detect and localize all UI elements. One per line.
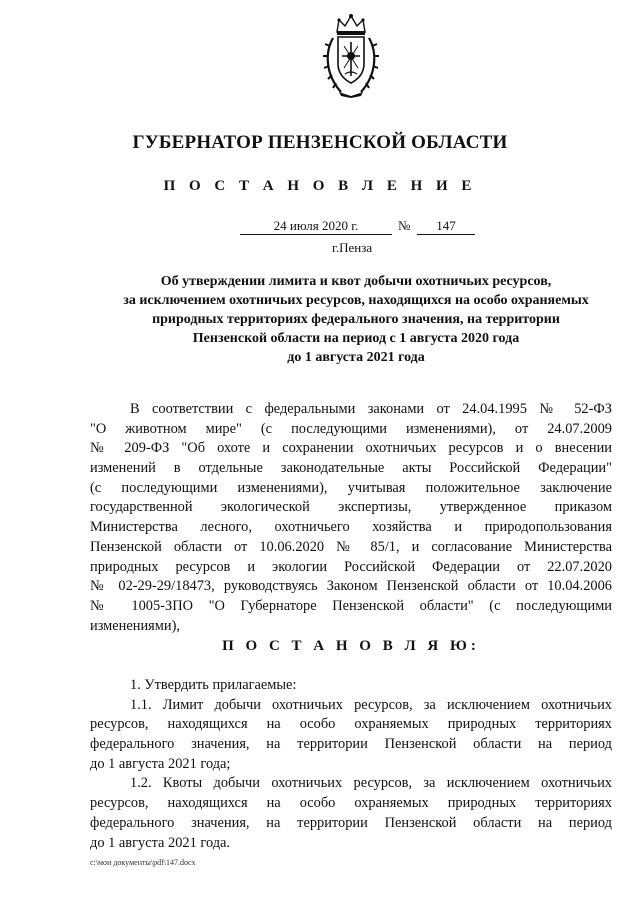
preamble-line: Пензенской области от 10.06.2020 № 85/1, и согласование Министерства: [90, 538, 612, 555]
file-path-footer: c:\мои документы\pdf\147.docx: [90, 858, 196, 867]
item-line: 1.1. Лимит добычи охотничьих ресурсов, за исключением охотничьих: [130, 696, 612, 713]
coat-of-arms-icon: [323, 12, 379, 98]
preamble-paragraph: [90, 400, 612, 636]
preamble-line: государственной экологической экспертизы, утвержденное приказом: [90, 499, 612, 516]
item-line: ресурсов, находящихся на особо охраняемых природных территориях: [90, 795, 612, 812]
document-title: [90, 272, 622, 367]
resolution-items: [90, 676, 612, 853]
title-line: Пензенской области на период с 1 августа 2020 года: [192, 331, 520, 346]
preamble-line: Министерства лесного, охотничьего хозяйства и природопользования: [90, 519, 612, 536]
document-date: 24 июля 2020 г.: [240, 218, 392, 235]
title-line: Об утверждении лимита и квот добычи охотничьих ресурсов,: [160, 274, 552, 289]
number-sign: №: [398, 218, 411, 233]
item-line: 1. Утвердить прилагаемые:: [130, 677, 297, 693]
item-line: ресурсов, находящихся на особо охраняемых природных территориях: [90, 716, 612, 733]
preamble-line: изменениями),: [90, 617, 180, 634]
preamble-line: изменений в отдельные законодательные акты Российской Федерации": [90, 460, 612, 477]
preamble-line: № 1005-ЗПО "О Губернаторе Пензенской области" (с последующими: [90, 597, 612, 614]
item-line: федерального значения, на территории Пензенской области на период: [90, 736, 612, 753]
preamble-line: № 02-29-29/18473, руководствуясь Законом Пензенской области от 10.04.2006: [90, 578, 612, 595]
item-line: 1.2. Квоты добычи охотничьих ресурсов, за исключением охотничьих: [130, 775, 612, 792]
preamble-line: природных ресурсов и экологии Российской Федерации от 22.07.2020: [90, 558, 612, 575]
resolve-heading: П О С Т А Н О В Л Я Ю:: [222, 638, 480, 654]
title-line: за исключением охотничьих ресурсов, находящихся на особо охраняемых: [123, 293, 589, 308]
item-line: до 1 августа 2021 года.: [90, 834, 231, 851]
document-number: 147: [417, 218, 475, 235]
item-line: до 1 августа 2021 года;: [90, 755, 231, 772]
preamble-line: (с последующими изменениями), учитывая положительное заключение: [90, 479, 612, 496]
title-line: до 1 августа 2021 года: [287, 350, 425, 365]
city-label: г.Пенза: [332, 240, 373, 255]
preamble-line: "О животном мире" (с последующими изменениями), от 24.07.2009: [90, 420, 612, 437]
date-number-line: [0, 218, 640, 238]
item-line: федерального значения, на территории Пензенской области на период: [90, 814, 612, 831]
preamble-line: № 209-ФЗ "Об охоте и сохранении охотничьих ресурсов и о внесении: [90, 440, 612, 457]
preamble-line: В соответствии с федеральными законами от 24.04.1995 № 52-ФЗ: [130, 401, 612, 417]
authority-heading: ГУБЕРНАТОР ПЕНЗЕНСКОЙ ОБЛАСТИ: [132, 132, 508, 153]
document-type-heading: П О С Т А Н О В Л Е Н И Е: [163, 178, 477, 194]
title-line: природных территориях федерального значения, на территории: [152, 312, 560, 327]
